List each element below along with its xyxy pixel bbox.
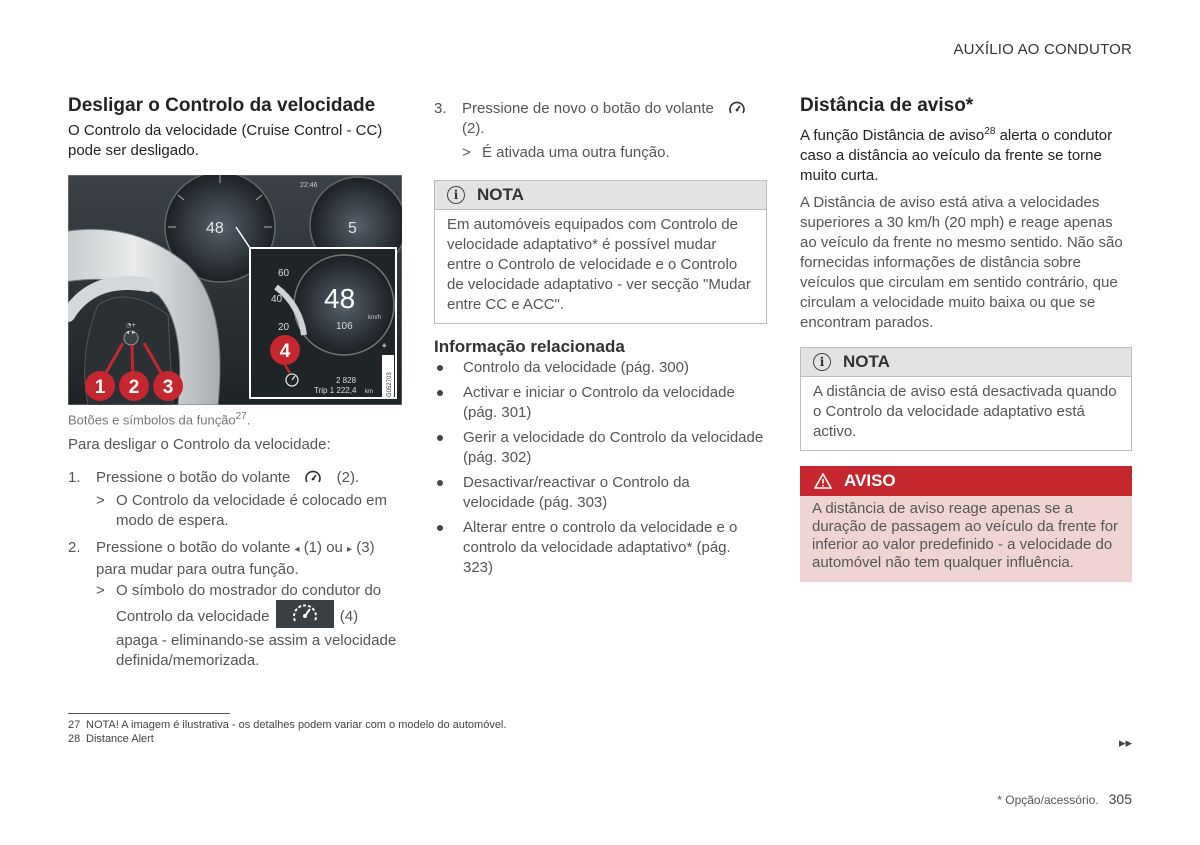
step-2: 2. Pressione o botão do volante ◂ (1) ou ▸ (3) para mudar para outra função.	[68, 539, 375, 578]
next-page-icon[interactable]: ▸▸	[1118, 735, 1132, 750]
footnotes	[68, 718, 506, 746]
warning-box	[800, 466, 1132, 582]
figure-code: G052703	[387, 372, 393, 397]
step-2-result: > O símbolo do mostrador do condutor do	[96, 582, 382, 599]
step-1: 1. Pressione o botão do volante (2).	[68, 469, 360, 486]
cluster-left-speed: 48	[206, 220, 224, 237]
note-text: A distância de aviso está desactivada quando o Controlo da velocidade adaptativo está activo.	[813, 383, 1117, 440]
distance-lead: A função Distância de aviso$^{28}$ alerta o condutor caso a distância ao veículo da frente se torne muito curta.	[800, 126, 1113, 184]
note-header: i NOTA	[435, 181, 766, 210]
info-icon: i	[447, 186, 465, 204]
related-list	[434, 358, 764, 583]
steering-figure	[68, 175, 402, 405]
warning-text: A distância de aviso reage apenas se a duração de passagem ao veículo da frente for inferior ao valor predefinido - a velocidade do automóvel não tem qualquer influência.	[800, 496, 1132, 582]
info-icon: i	[813, 353, 831, 371]
note-box-distance	[800, 347, 1132, 451]
cruise-control-icon	[304, 470, 322, 486]
step-3-result: > É ativada uma outra função.	[462, 144, 670, 161]
cruise-control-symbol-icon	[276, 600, 334, 628]
cluster-right-value: 5	[348, 220, 357, 237]
svg-text:▸: ▸	[132, 329, 136, 336]
related-link-2[interactable]: Activar e iniciar o Controlo da velocidade (pág. 301)	[434, 383, 764, 423]
note-text: Em automóveis equipados com Controlo de velocidade adaptativo* é possível mudar entre o Controlo de velocidade e o Controlo de velocidade adaptativo - ver secção "Mudar entre CC e ACC".	[447, 216, 751, 313]
instructions-text: Para desligar o Controlo da velocidade:	[68, 436, 331, 453]
steering-illustration	[68, 175, 402, 405]
warning-triangle-icon	[814, 473, 832, 489]
note-header: i NOTA	[801, 348, 1131, 377]
step-2-result-cont: Controlo da velocidade (4) apaga - eliminando-se assim a velocidade definida/memorizada.	[116, 603, 406, 671]
footnote-27: 27 NOTA! A imagem é ilustrativa - os detalhes podem variar com o modelo do automóvel.	[68, 719, 507, 731]
related-link-4[interactable]: Desactivar/reactivar o Controlo da velocidade (pág. 303)	[434, 473, 764, 513]
left-arrow-icon: ◂	[294, 544, 300, 555]
footnote-28: 28 Distance Alert	[68, 733, 154, 745]
related-heading: Informação relacionada	[434, 337, 625, 356]
step-3: 3. Pressione de novo o botão do volante (2).	[434, 99, 764, 139]
section-title: AUXÍLIO AO CONDUTOR	[953, 41, 1132, 58]
zoom-limit: 106	[336, 321, 353, 332]
note-box-cc	[434, 180, 767, 324]
page-number: 305	[1108, 791, 1132, 807]
heading-desligar: Desligar o Controlo da velocidade	[68, 95, 376, 116]
odo: 2 828	[336, 376, 357, 385]
zoom-scale-40: 40	[271, 294, 283, 305]
cruise-control-icon	[728, 101, 746, 117]
svg-text:2: 2	[128, 377, 140, 398]
zoom-speed: 48	[324, 283, 356, 314]
distance-body: A Distância de aviso está ativa a velocidades superiores a 30 km/h (20 mph) e reage apenas ao veículo da frente no mesmo sentido. Não são fornecidas informações de distância sobre veículos que circulam em sentido contrário, que circulam a velocidade muito baixa ou que se encontram parados.	[800, 194, 1123, 331]
option-note: * Opção/acessório.	[997, 793, 1099, 807]
marker-3	[153, 371, 183, 401]
right-arrow-icon: ▸	[347, 544, 353, 555]
cluster-time: 22:46	[300, 182, 318, 189]
zoom-scale-60: 60	[278, 268, 290, 279]
related-link-5[interactable]: Alterar entre o controlo da velocidade e o controlo da velocidade adaptativo* (pág. 323)	[434, 518, 764, 578]
svg-text:◔+: ◔+	[126, 322, 137, 329]
heading-distancia: Distância de aviso*	[800, 95, 974, 116]
footnote-rule	[68, 713, 230, 714]
zoom-scale-20: 20	[278, 322, 290, 333]
trip: Trip 1 222,4	[314, 386, 357, 395]
zoom-unit: km/h	[368, 315, 382, 321]
intro-text: O Controlo da velocidade (Cruise Control - CC) pode ser desligado.	[68, 122, 383, 159]
svg-text:◈: ◈	[382, 343, 387, 349]
svg-text:3: 3	[162, 377, 174, 398]
trip-unit: km	[365, 389, 373, 395]
figure-caption: Botões e símbolos da função$^{27}$.	[68, 411, 251, 428]
page-footer	[997, 791, 1132, 807]
marker-2	[119, 371, 149, 401]
svg-text:4: 4	[279, 341, 291, 362]
marker-1	[85, 371, 115, 401]
step-1-result: > O Controlo da velocidade é colocado em modo de espera.	[96, 492, 387, 529]
related-link-1[interactable]: Controlo da velocidade (pág. 300)	[434, 358, 764, 378]
svg-text:◂: ◂	[126, 329, 130, 336]
marker-4	[270, 335, 300, 365]
related-link-3[interactable]: Gerir a velocidade do Controlo da velocidade (pág. 302)	[434, 428, 764, 468]
warning-header: AVISO	[800, 466, 1132, 496]
svg-text:1: 1	[94, 377, 106, 398]
